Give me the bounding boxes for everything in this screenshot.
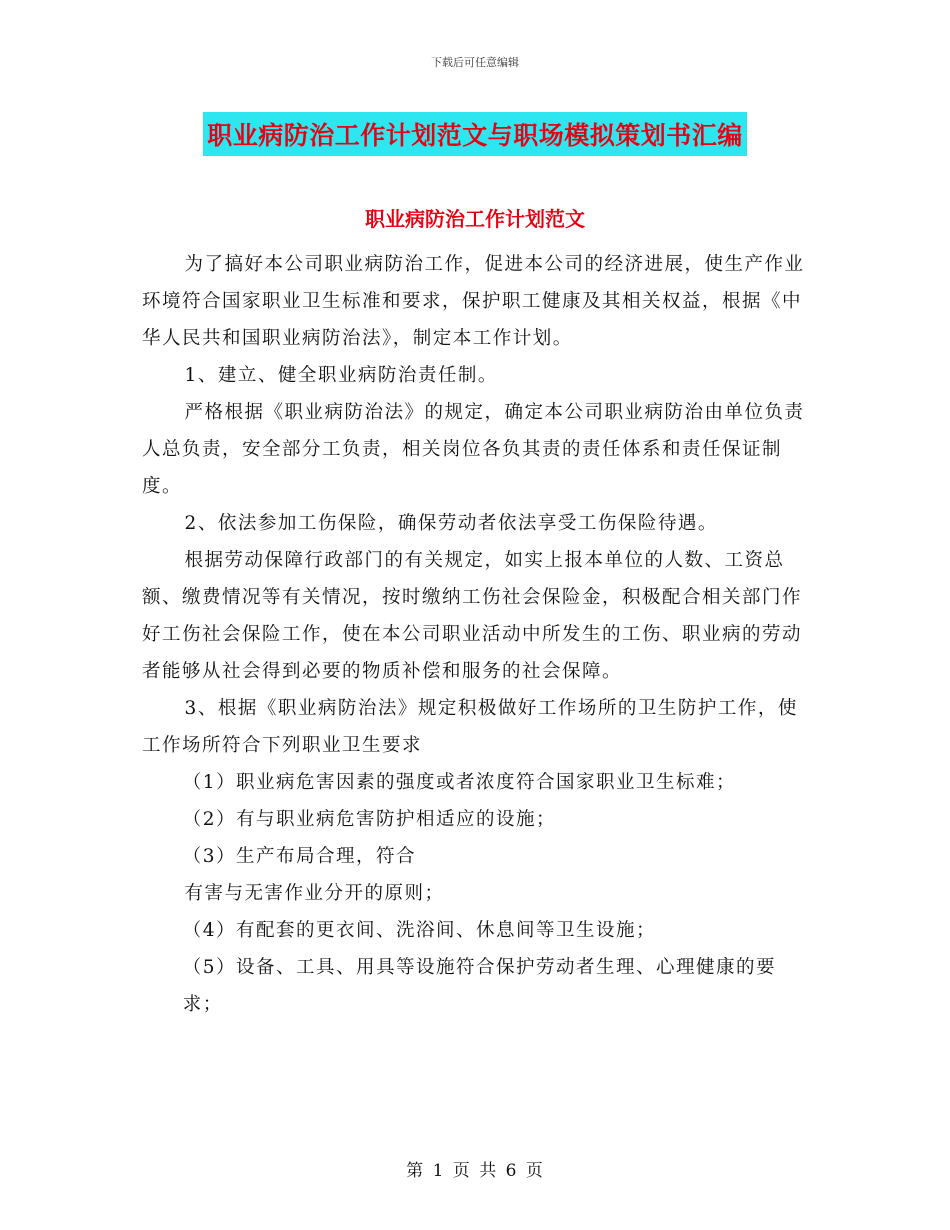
document-body <box>142 246 808 1023</box>
requirement-4: （4）有配套的更衣间、洗浴间、休息间等卫生设施； <box>182 920 656 941</box>
item-body-1: 严格根据《职业病防治法》的规定，确定本公司职业病防治由单位负责人总负责，安全部分工负责，相关岗位各负其责的责任体系和责任保证制度。 <box>142 402 805 497</box>
item-heading-1: 1、建立、健全职业病防治责任制。 <box>184 365 498 386</box>
item-heading-3: 3、根据《职业病防治法》规定积极做好工作场所的卫生防护工作，使工作场所符合下列职业卫生要求 <box>142 698 798 756</box>
requirement-3-continued: 有害与无害作业分开的原则； <box>184 883 445 904</box>
page-number: 第 1 页 共 6 页 <box>406 1161 544 1181</box>
item-body-2: 根据劳动保障行政部门的有关规定，如实上报本单位的人数、工资总额、缴费情况等有关情况，按时缴纳工伤社会保险金，积极配合相关部门作好工伤社会保险工作，使在本公司职业活动中所发生的工伤、职业病的劳动者能够从社会得到必要的物质补偿和服务的社会保障。 <box>142 550 803 682</box>
document-title: 职业病防治工作计划范文与职场模拟策划书汇编 <box>203 112 747 156</box>
requirement-1: （1）职业病危害因素的强度或者浓度符合国家职业卫生标难； <box>182 772 736 793</box>
document-title-container <box>0 112 950 156</box>
section-title: 职业病防治工作计划范文 <box>365 207 585 231</box>
requirement-2: （2）有与职业病危害防护相适应的设施； <box>182 809 556 830</box>
intro-paragraph: 为了搞好本公司职业病防治工作，促进本公司的经济进展，使生产作业环境符合国家职业卫生标准和要求，保护职工健康及其相关权益，根据《中华人民共和国职业病防治法》，制定本工作计划。 <box>142 254 805 349</box>
item-heading-2: 2、依法参加工伤保险，确保劳动者依法享受工伤保险待遇。 <box>184 513 718 534</box>
header-note: 下载后可任意编辑 <box>431 56 519 69</box>
requirement-3: （3）生产布局合理，符合 <box>182 846 416 867</box>
requirement-5: （5）设备、工具、用具等设施符合保护劳动者生理、心理健康的要求； <box>182 957 776 1015</box>
